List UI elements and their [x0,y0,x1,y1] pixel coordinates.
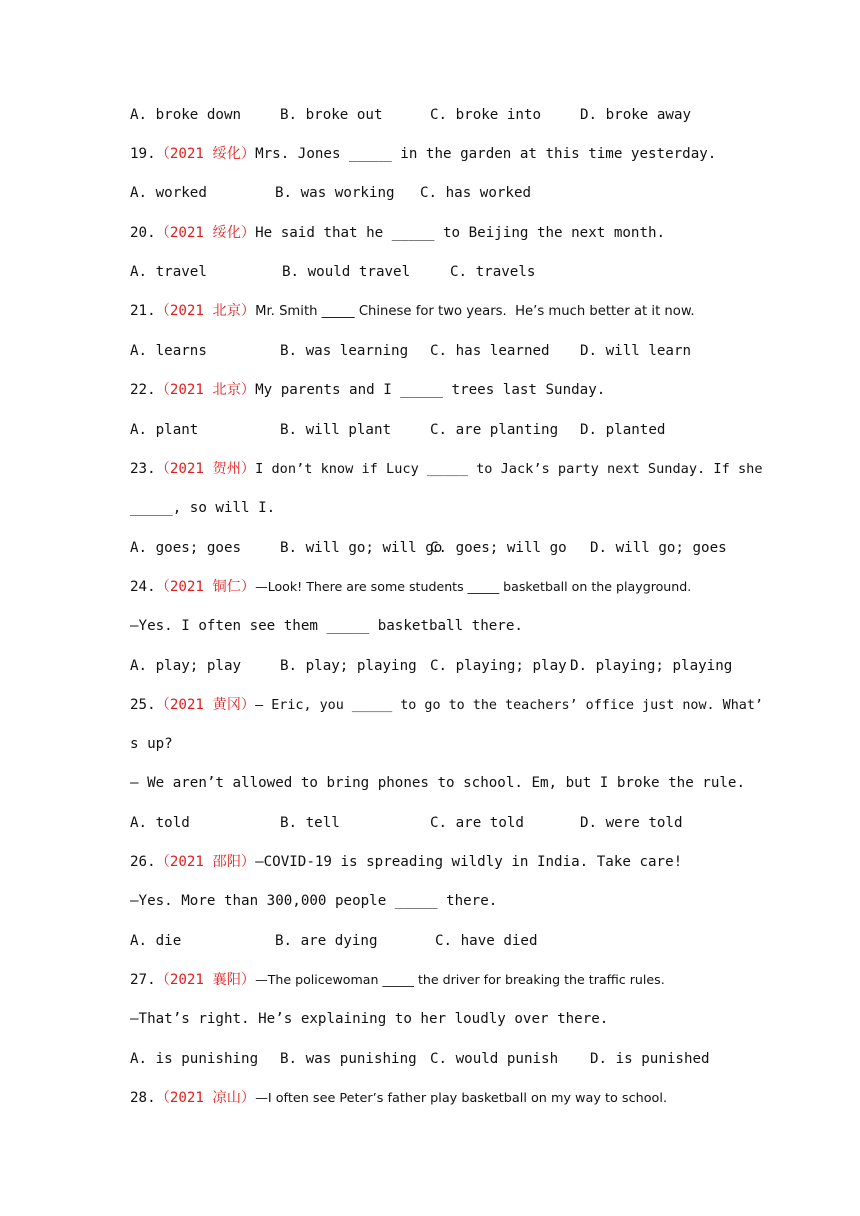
question-number: 28. [130,1090,156,1106]
question-text: — Eric, you _____ to go to the teachers’ office just now. What’ [255,698,763,713]
question-number: 24. [130,579,156,595]
question-28 [130,1088,667,1109]
question-source: （2021 绥化） [155,146,256,162]
option-a: A. travel [130,264,207,280]
option-a: A. told [130,815,190,831]
question-source: （2021 襄阳） [155,972,256,988]
question-20 [130,223,665,243]
option-a: A. goes; goes [130,540,242,556]
option-c: C. travels [450,264,536,280]
question-27-continued: —That’s right. He’s explaining to her loudly over there. [130,1011,609,1027]
question-text: My parents and I _____ trees last Sunday. [255,382,606,398]
option-b: B. are dying [275,933,378,949]
question-number: 25. [130,697,156,713]
option-a: A. plant [130,422,199,438]
option-a: A. die [130,933,182,949]
question-text: —Look! There are some students _____ basketball on the playground. [255,579,692,594]
option-b: B. will plant [280,422,392,438]
option-c: C. has learned [430,343,550,359]
option-a: A. play; play [130,658,242,674]
option-a: A. worked [130,185,207,201]
option-d: D. will learn [580,343,692,359]
question-25-reply: — We aren’t allowed to bring phones to school. Em, but I broke the rule. [130,775,745,791]
option-b: B. was punishing [280,1051,417,1067]
question-source: （2021 北京） [155,303,256,319]
option-c: C. playing; play [430,658,567,674]
question-19 [130,144,716,164]
option-b: B. broke out [280,107,383,123]
question-25 [130,695,763,716]
option-b: B. was learning [280,343,409,359]
option-d: D. were told [580,815,683,831]
question-21 [130,301,695,322]
option-b: B. would travel [282,264,411,280]
option-c: C. would punish [430,1051,559,1067]
question-number: 26. [130,854,156,870]
question-text: I don’t know if Lucy _____ to Jack’s party next Sunday. If she [255,461,763,477]
question-24-continued: —Yes. I often see them _____ basketball there. [130,618,523,634]
question-24 [130,577,691,597]
option-c: C. are planting [430,422,559,438]
question-text: —COVID-19 is spreading wildly in India. Take care! [255,854,683,870]
question-text: Mr. Smith _____ Chinese for two years. He’s much better at it now. [255,304,695,319]
option-c: C. are told [430,815,524,831]
option-b: B. was working [275,185,395,201]
question-source: （2021 绥化） [155,225,256,241]
option-a: A. is punishing [130,1051,259,1067]
option-d: D. playing; playing [570,658,733,674]
question-text: —The policewoman _____ the driver for breaking the traffic rules. [255,972,665,987]
question-25-continued: s up? [130,736,173,752]
question-number: 20. [130,225,156,241]
option-c: C. has worked [420,185,532,201]
option-d: D. broke away [580,107,692,123]
question-26-continued: —Yes. More than 300,000 people _____ there. [130,893,498,909]
question-source: （2021 邵阳） [155,854,256,870]
option-c: C. goes; will go [430,540,567,556]
question-source: （2021 北京） [155,382,256,398]
question-source: （2021 铜仁） [155,579,256,595]
option-c: C. broke into [430,107,542,123]
question-22 [130,380,605,400]
question-text: —I often see Peter’s father play basketball on my way to school. [255,1091,668,1106]
question-number: 22. [130,382,156,398]
question-text: He said that he _____ to Beijing the next month. [255,225,666,241]
question-26 [130,852,682,872]
option-b: B. tell [280,815,340,831]
question-number: 19. [130,146,156,162]
question-27 [130,970,665,990]
option-a: A. broke down [130,107,242,123]
question-23 [130,459,763,479]
question-number: 23. [130,461,156,477]
option-b: B. will go; will go [280,540,443,556]
question-source: （2021 黄冈） [155,697,256,713]
option-b: B. play; playing [280,658,417,674]
option-c: C. have died [435,933,538,949]
option-d: D. is punished [590,1051,710,1067]
question-number: 21. [130,303,156,319]
question-number: 27. [130,972,156,988]
option-d: D. will go; goes [590,540,727,556]
question-source: （2021 贺州） [155,461,256,477]
question-text: Mrs. Jones _____ in the garden at this time yesterday. [255,146,717,162]
question-source: （2021 凉山） [155,1090,256,1106]
question-23-continued: _____, so will I. [130,500,276,516]
option-a: A. learns [130,343,207,359]
option-d: D. planted [580,422,666,438]
